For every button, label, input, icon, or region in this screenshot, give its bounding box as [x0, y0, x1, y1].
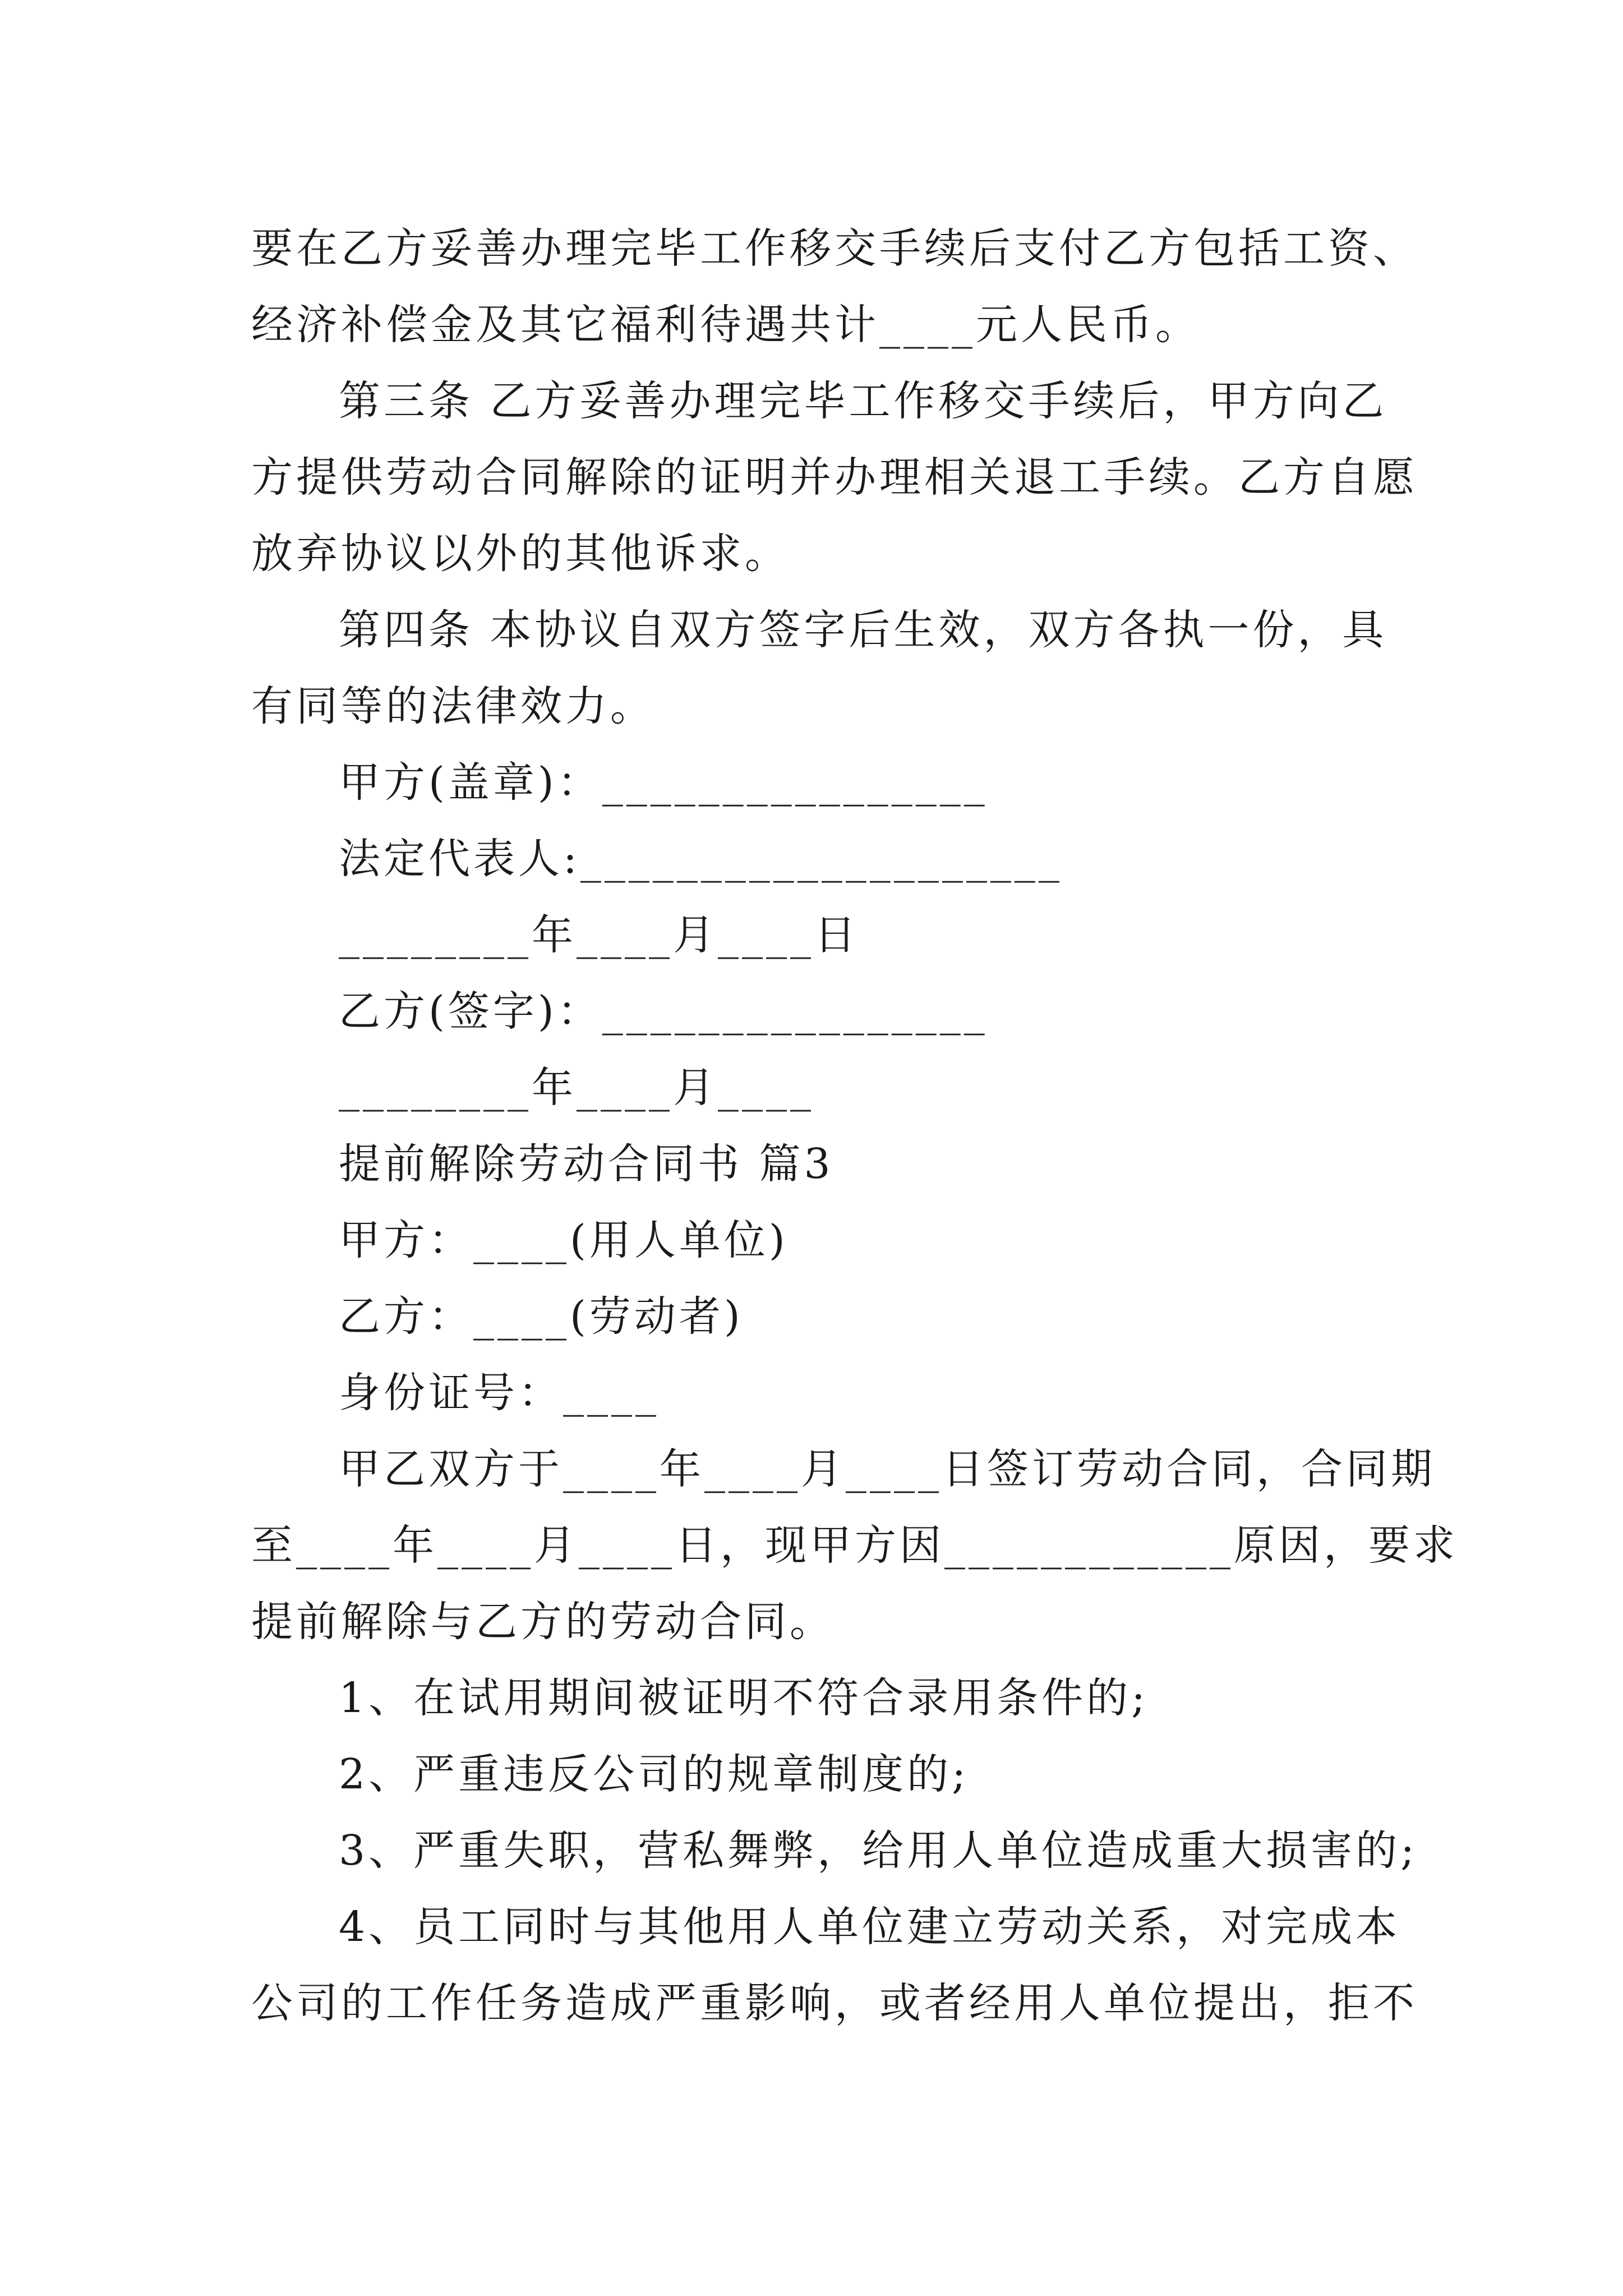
list-item-continuation: 公司的工作任务造成严重影响，或者经用人单位提出，拒不 — [251, 1979, 1418, 2027]
document-body — [251, 210, 1458, 2041]
text-line: 经济补偿金及其它福利待遇共计____元人民币。 — [251, 301, 1200, 349]
contract-paragraph-line: 提前解除与乙方的劳动合同。 — [251, 1598, 834, 1646]
id-number-line: 身份证号：____ — [339, 1369, 660, 1417]
legal-representative-line: 法定代表人:____________________ — [339, 835, 1063, 883]
article-four-line: 第四条 本协议自双方签字后生效，双方各执一份，具 — [339, 606, 1387, 654]
text-line: 放弃协议以外的其他诉求。 — [251, 530, 790, 578]
date-line: ________年____月____日 — [339, 911, 859, 959]
list-item: 1、在试用期间被证明不符合录用条件的; — [339, 1674, 1149, 1722]
contract-paragraph-line: 至____年____月____日，现甲方因____________原因，要求 — [251, 1521, 1458, 1570]
party-b-signature-line: 乙方(签字)：________________ — [339, 987, 988, 1036]
list-item: 4、员工同时与其他用人单位建立劳动关系，对完成本 — [339, 1903, 1401, 1951]
contract-paragraph-line: 甲乙双方于____年____月____日签订劳动合同，合同期 — [339, 1445, 1436, 1493]
date-line: ________年____月____ — [339, 1064, 814, 1112]
text-line: 要在乙方妥善办理完毕工作移交手续后支付乙方包括工资、 — [251, 224, 1418, 273]
text-line: 方提供劳动合同解除的证明并办理相关退工手续。乙方自愿 — [251, 453, 1418, 501]
list-item: 2、严重违反公司的规章制度的; — [339, 1750, 970, 1798]
list-item: 3、严重失职，营私舞弊，给用人单位造成重大损害的; — [339, 1826, 1418, 1875]
party-a-line: 甲方：____(用人单位) — [339, 1216, 789, 1264]
party-a-seal-line: 甲方(盖章)：________________ — [339, 758, 988, 807]
section-title: 提前解除劳动合同书 篇3 — [339, 1140, 834, 1188]
article-three-line: 第三条 乙方妥善办理完毕工作移交手续后，甲方向乙 — [339, 377, 1387, 425]
party-b-line: 乙方：____(劳动者) — [339, 1292, 744, 1341]
text-line: 有同等的法律效力。 — [251, 682, 655, 730]
